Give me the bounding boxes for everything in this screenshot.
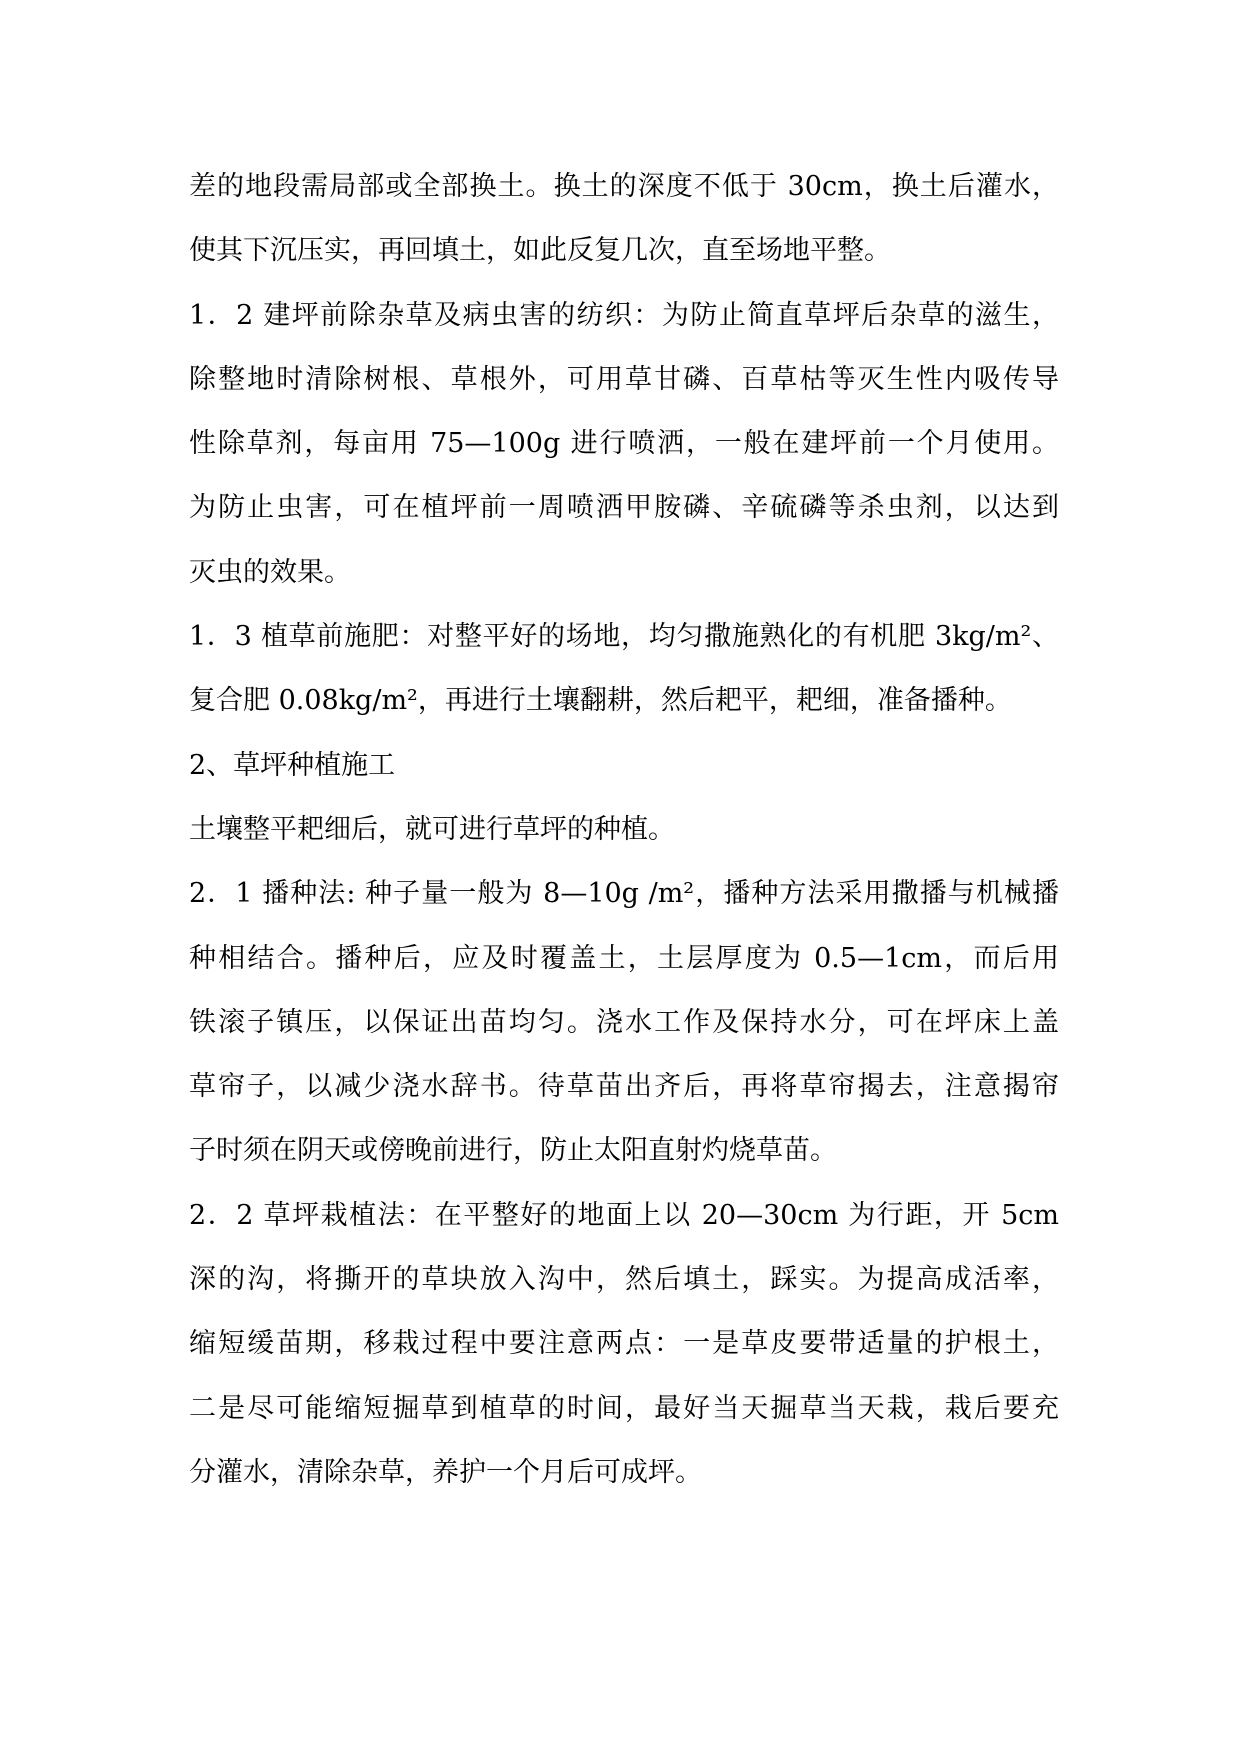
text-line: 为防止虫害，可在植坪前一周喷洒甲胺磷、辛硫磷等杀虫剂，以达到 <box>189 492 1059 524</box>
text-line: 灭虫的效果。 <box>189 556 351 588</box>
text-line: 1．2 建坪前除杂草及病虫害的纺织：为防止简直草坪后杂草的滋生， <box>189 299 1059 331</box>
text-line: 土壤整平耙细后，就可进行草坪的种植。 <box>189 813 675 845</box>
text-line: 2．2 草坪栽植法：在平整好的地面上以 20—30cm 为行距，开 5cm <box>189 1199 1059 1231</box>
text-line: 使其下沉压实，再回填土，如此反复几次，直至场地平整。 <box>189 235 891 267</box>
text-line: 2．1 播种法: 种子量一般为 8—10g /m²，播种方法采用撒播与机械播 <box>189 878 1059 910</box>
text-line: 子时须在阴天或傍晚前进行，防止太阳直射灼烧草苗。 <box>189 1135 837 1167</box>
text-line: 性除草剂，每亩用 75—100g 进行喷洒，一般在建坪前一个月使用。 <box>189 428 1059 460</box>
body-text <box>189 155 1059 1505</box>
text-line: 1．3 植草前施肥：对整平好的场地，均匀撒施熟化的有机肥 3kg/m²、 <box>189 621 1059 653</box>
text-line: 复合肥 0.08kg/m²，再进行土壤翻耕，然后耙平，耙细，准备播种。 <box>189 685 1012 717</box>
text-line: 除整地时清除树根、草根外，可用草甘磷、百草枯等灭生性内吸传导 <box>189 363 1059 395</box>
text-line: 分灌水，清除杂草，养护一个月后可成坪。 <box>189 1456 702 1488</box>
text-line: 草帘子，以减少浇水辞书。待草苗出齐后，再将草帘揭去，注意揭帘 <box>189 1071 1059 1103</box>
text-line: 差的地段需局部或全部换土。换土的深度不低于 30cm，换土后灌水， <box>189 171 1059 202</box>
text-line: 种相结合。播种后，应及时覆盖土，土层厚度为 0.5—1cm，而后用 <box>189 942 1059 974</box>
text-line: 缩短缓苗期，移栽过程中要注意两点：一是草皮要带适量的护根土， <box>189 1328 1059 1360</box>
text-line: 深的沟，将撕开的草块放入沟中，然后填土，踩实。为提高成活率， <box>189 1264 1059 1296</box>
section-heading: 2、草坪种植施工 <box>189 749 396 781</box>
text-line: 二是尽可能缩短掘草到植草的时间，最好当天掘草当天栽，栽后要充 <box>189 1392 1059 1424</box>
text-line: 铁滚子镇压，以保证出苗均匀。浇水工作及保持水分，可在坪床上盖 <box>189 1006 1059 1038</box>
